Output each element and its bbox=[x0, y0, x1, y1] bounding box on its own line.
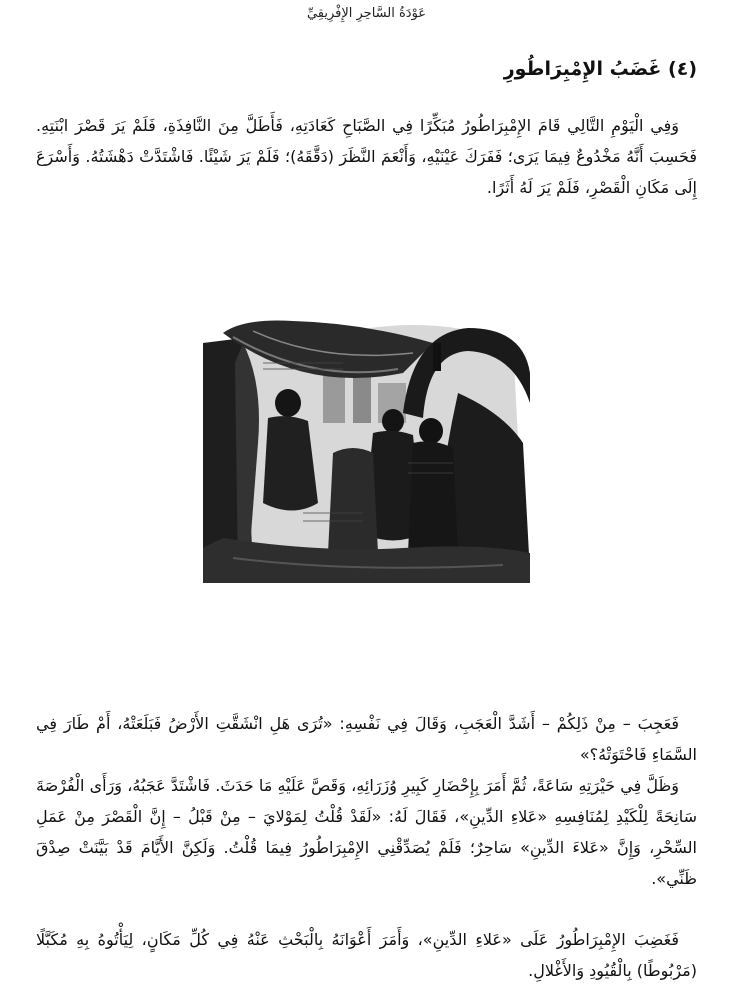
running-header: عَوْدَةُ السَّاحِرِ الإِفْرِيقِيِّ bbox=[306, 6, 427, 21]
paragraph-4: فَغَضِبَ الإِمْبِرَاطُورُ عَلَى «عَلاءِ الدِّينِ»، وَأَمَرَ أَعْوَانَهُ بِالْبَحْثِ عَنْهُ فِي كُلِّ مَكَانٍ، لِيَأْتُوهُ بِهِ مُكَبَّلًا (مَرْبُوطًا) بِالْقُيُودِ وَالأَغْلالِ. bbox=[36, 930, 697, 980]
chapter-title: (٤) غَضَبُ الإِمْبِرَاطُورِ bbox=[503, 58, 697, 80]
paragraph-2: فَعَجِبَ – مِنْ ذَلِكُمْ – أَشَدَّ الْعَجَبِ، وَقَالَ فِي نَفْسِهِ: «تُرَى هَلِ انْشَقَّتِ الأَرْضُ فَبَلَعَتْهُ، أَمْ طَارَ فِي السَّمَاءِ فَاحْتَوَتْهُ؟» bbox=[36, 714, 697, 764]
paragraph-1: وَفِي الْيَوْمِ التَّالِي قَامَ الإِمْبِرَاطُورُ مُبَكِّرًا فِي الصَّبَاحِ كَعَادَتِهِ، فَأَطَلَّ مِنَ النَّافِذَةِ، فَلَمْ يَرَ قَصْرَ ابْنَتِهِ. فَحَسِبَ أَنَّهُ مَخْدُوعٌ فِيمَا يَرَى؛ فَفَرَكَ عَيْنَيْهِ، وَأَنْعَمَ النَّظَرَ (دَقَّقَهُ)؛ فَلَمْ يَرَ شَيْئًا. فَاشْتَدَّتْ دَهْشَتُهُ. وَأَسْرَعَ إِلَى مَكَانِ الْقَصْرِ، فَلَمْ يَرَ لَهُ أَثَرًا. bbox=[36, 116, 697, 197]
paragraph-3: وَظَلَّ فِي حَيْرَتِهِ سَاعَةً، ثُمَّ أَمَرَ بِإِحْضَارِ كَبِيرِ وُزَرَائِهِ، وَقَصَّ عَلَيْهِ مَا حَدَثَ. فَاشْتَدَّ عَجَبُهُ، وَرَأَى الْفُرْصَةَ سَانِحَةً لِلْكَيْدِ لِمُنَافِسِهِ «عَلاءِ الدِّينِ»، فَقَالَ لَهُ: «لَقَدْ قُلْتُ لِمَوْلايَ – مِنْ قَبْلُ – إِنَّ الْقَصْرَ مِنْ عَمَلِ السِّحْرِ، وَإِنَّ «عَلاءَ الدِّينِ» سَاحِرٌ؛ فَلَمْ يُصَدِّقْنِي الإِمْبِرَاطُورُ فِيمَا قُلْتُ. وَلَكِنَّ الأَيَّامَ قَدْ بَيَّنَتْ صِدْقَ ظَنِّي». bbox=[36, 776, 697, 888]
illustration-engraving bbox=[203, 303, 530, 583]
